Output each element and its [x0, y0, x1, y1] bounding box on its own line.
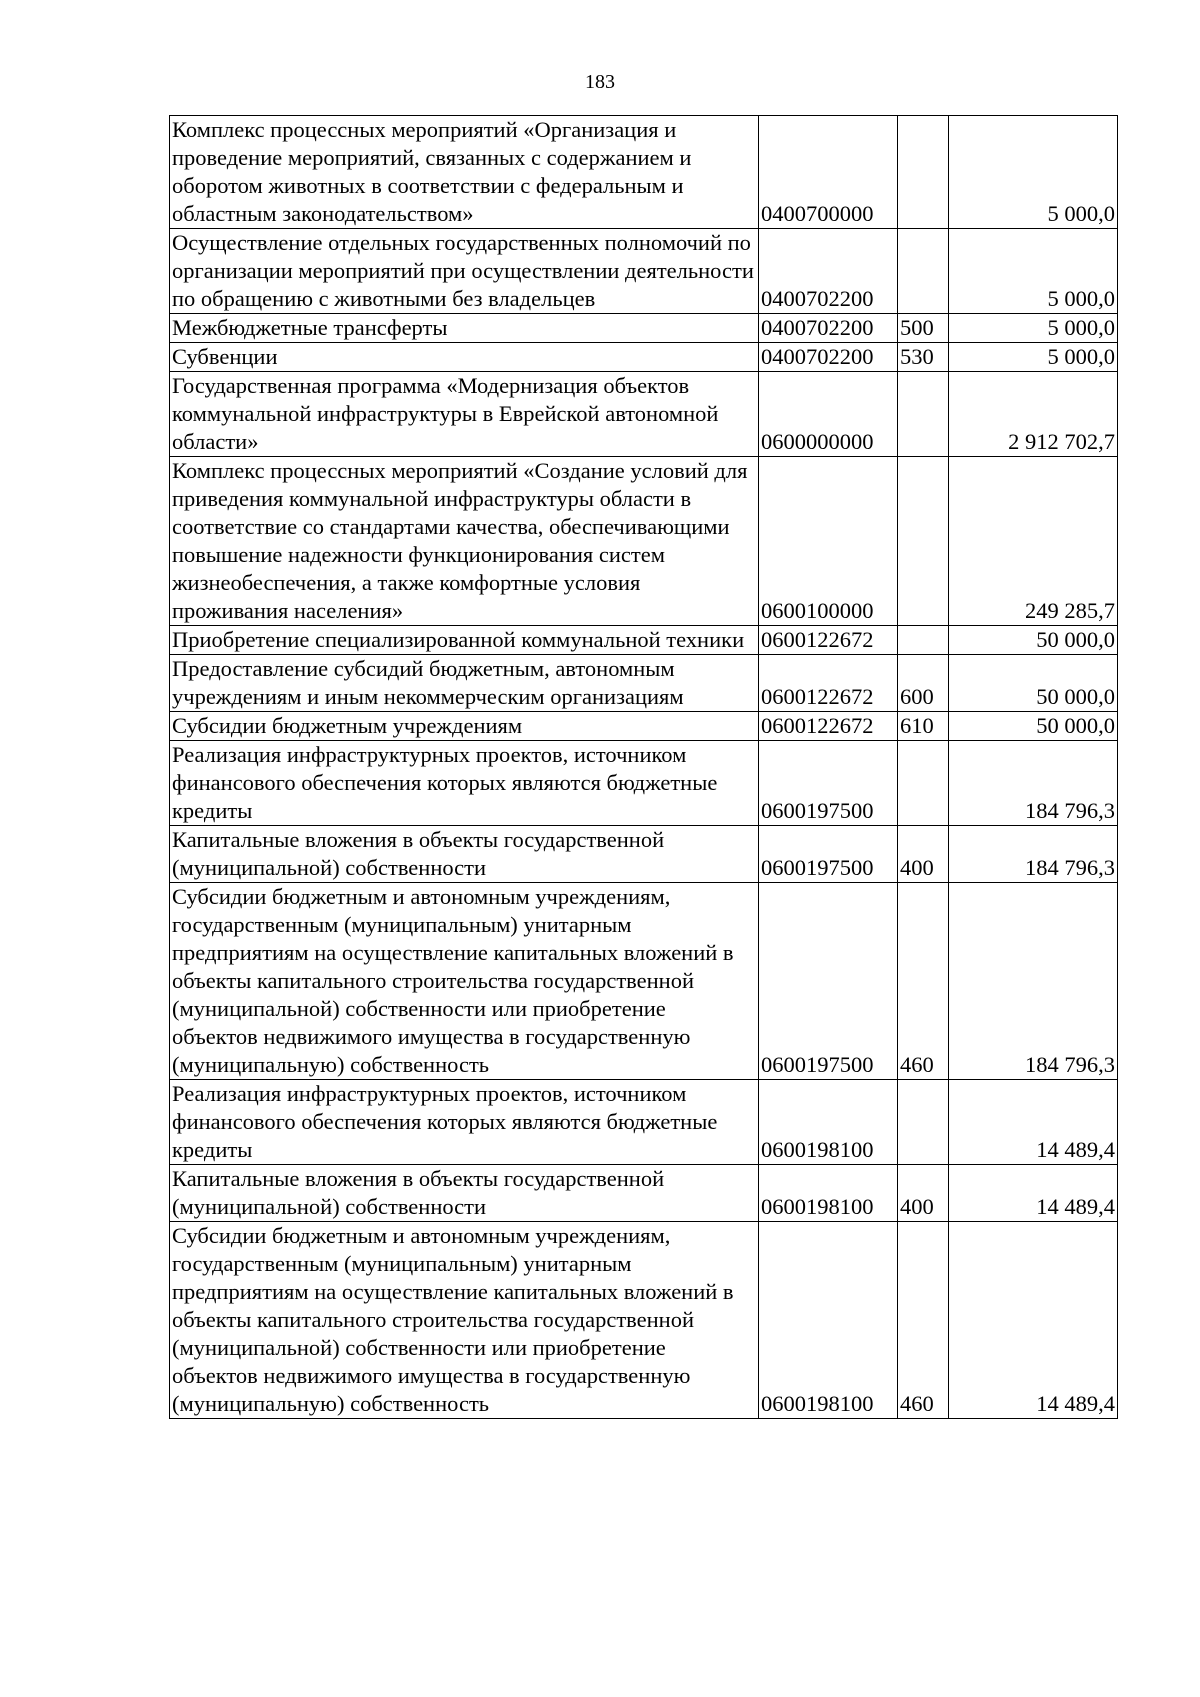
- row-sum-cell: 50 000,0: [949, 655, 1118, 712]
- row-type-cell: 460: [898, 883, 949, 1080]
- row-code-cell: 0600122672: [759, 626, 898, 655]
- row-name-cell: Осуществление отдельных государственных полномочий по организации мероприятий при осуществлении деятельности по обращению с животными без владельцев: [170, 229, 759, 314]
- budget-table-body: [170, 116, 1118, 1419]
- row-code-cell: 0600197500: [759, 741, 898, 826]
- row-name-cell: Межбюджетные трансферты: [170, 314, 759, 343]
- row-code-cell: 0600000000: [759, 372, 898, 457]
- table-row: [170, 655, 1118, 712]
- row-type-cell: [898, 457, 949, 626]
- row-name-cell: Комплекс процессных мероприятий «Создание условий для приведения коммунальной инфраструктуры области в соответствие со стандартами качества, обеспечивающими повышение надежности функционирования систем жизнеобеспечения, а также комфортные условия проживания населения»: [170, 457, 759, 626]
- row-type-cell: [898, 1080, 949, 1165]
- page-number: 183: [585, 71, 615, 93]
- table-row: [170, 343, 1118, 372]
- row-type-cell: [898, 626, 949, 655]
- row-type-cell: 600: [898, 655, 949, 712]
- row-name-cell: Реализация инфраструктурных проектов, источником финансового обеспечения которых являются бюджетные кредиты: [170, 741, 759, 826]
- table-row: [170, 1222, 1118, 1419]
- row-name-cell: Государственная программа «Модернизация объектов коммунальной инфраструктуры в Еврейской автономной области»: [170, 372, 759, 457]
- row-type-cell: [898, 741, 949, 826]
- table-row: [170, 883, 1118, 1080]
- row-sum-cell: 5 000,0: [949, 343, 1118, 372]
- table-row: [170, 457, 1118, 626]
- row-name-cell: Субсидии бюджетным и автономным учреждениям, государственным (муниципальным) унитарным предприятиям на осуществление капитальных вложений в объекты капитального строительства государственной (муниципальной) собственности или приобретение объектов недвижимого имущества в государственную (муниципальную) собственность: [170, 1222, 759, 1419]
- row-sum-cell: 14 489,4: [949, 1165, 1118, 1222]
- row-type-cell: 460: [898, 1222, 949, 1419]
- row-code-cell: 0600197500: [759, 826, 898, 883]
- row-code-cell: 0600198100: [759, 1165, 898, 1222]
- row-sum-cell: 249 285,7: [949, 457, 1118, 626]
- row-type-cell: 530: [898, 343, 949, 372]
- row-type-cell: [898, 372, 949, 457]
- table-row: [170, 229, 1118, 314]
- row-sum-cell: 14 489,4: [949, 1222, 1118, 1419]
- row-name-cell: Субсидии бюджетным учреждениям: [170, 712, 759, 741]
- row-code-cell: 0400702200: [759, 343, 898, 372]
- row-name-cell: Комплекс процессных мероприятий «Организация и проведение мероприятий, связанных с содержанием и оборотом животных в соответствии с федеральным и областным законодательством»: [170, 116, 759, 229]
- row-sum-cell: 50 000,0: [949, 626, 1118, 655]
- row-code-cell: 0600198100: [759, 1080, 898, 1165]
- table-row: [170, 826, 1118, 883]
- table-row: [170, 712, 1118, 741]
- row-sum-cell: 184 796,3: [949, 883, 1118, 1080]
- row-sum-cell: 5 000,0: [949, 229, 1118, 314]
- row-type-cell: 400: [898, 1165, 949, 1222]
- table-row: [170, 626, 1118, 655]
- table-row: [170, 314, 1118, 343]
- row-code-cell: 0600122672: [759, 655, 898, 712]
- row-sum-cell: 14 489,4: [949, 1080, 1118, 1165]
- row-name-cell: Субвенции: [170, 343, 759, 372]
- row-sum-cell: 2 912 702,7: [949, 372, 1118, 457]
- row-code-cell: 0400702200: [759, 229, 898, 314]
- row-sum-cell: 5 000,0: [949, 314, 1118, 343]
- row-name-cell: Приобретение специализированной коммунальной техники: [170, 626, 759, 655]
- table-row: [170, 116, 1118, 229]
- row-name-cell: Предоставление субсидий бюджетным, автономным учреждениям и иным некоммерческим организациям: [170, 655, 759, 712]
- row-code-cell: 0600197500: [759, 883, 898, 1080]
- row-code-cell: 0400700000: [759, 116, 898, 229]
- row-sum-cell: 5 000,0: [949, 116, 1118, 229]
- row-sum-cell: 184 796,3: [949, 826, 1118, 883]
- row-type-cell: 610: [898, 712, 949, 741]
- row-type-cell: [898, 116, 949, 229]
- table-row: [170, 741, 1118, 826]
- table-row: [170, 1165, 1118, 1222]
- row-code-cell: 0600100000: [759, 457, 898, 626]
- row-code-cell: 0600122672: [759, 712, 898, 741]
- row-name-cell: Капитальные вложения в объекты государственной (муниципальной) собственности: [170, 1165, 759, 1222]
- row-name-cell: Реализация инфраструктурных проектов, источником финансового обеспечения которых являются бюджетные кредиты: [170, 1080, 759, 1165]
- row-type-cell: 400: [898, 826, 949, 883]
- row-sum-cell: 50 000,0: [949, 712, 1118, 741]
- row-type-cell: [898, 229, 949, 314]
- table-row: [170, 372, 1118, 457]
- table-row: [170, 1080, 1118, 1165]
- row-type-cell: 500: [898, 314, 949, 343]
- row-name-cell: Субсидии бюджетным и автономным учреждениям, государственным (муниципальным) унитарным предприятиям на осуществление капитальных вложений в объекты капитального строительства государственной (муниципальной) собственности или приобретение объектов недвижимого имущества в государственную (муниципальную) собственность: [170, 883, 759, 1080]
- row-sum-cell: 184 796,3: [949, 741, 1118, 826]
- row-name-cell: Капитальные вложения в объекты государственной (муниципальной) собственности: [170, 826, 759, 883]
- budget-table: [169, 115, 1118, 1419]
- row-code-cell: 0400702200: [759, 314, 898, 343]
- row-code-cell: 0600198100: [759, 1222, 898, 1419]
